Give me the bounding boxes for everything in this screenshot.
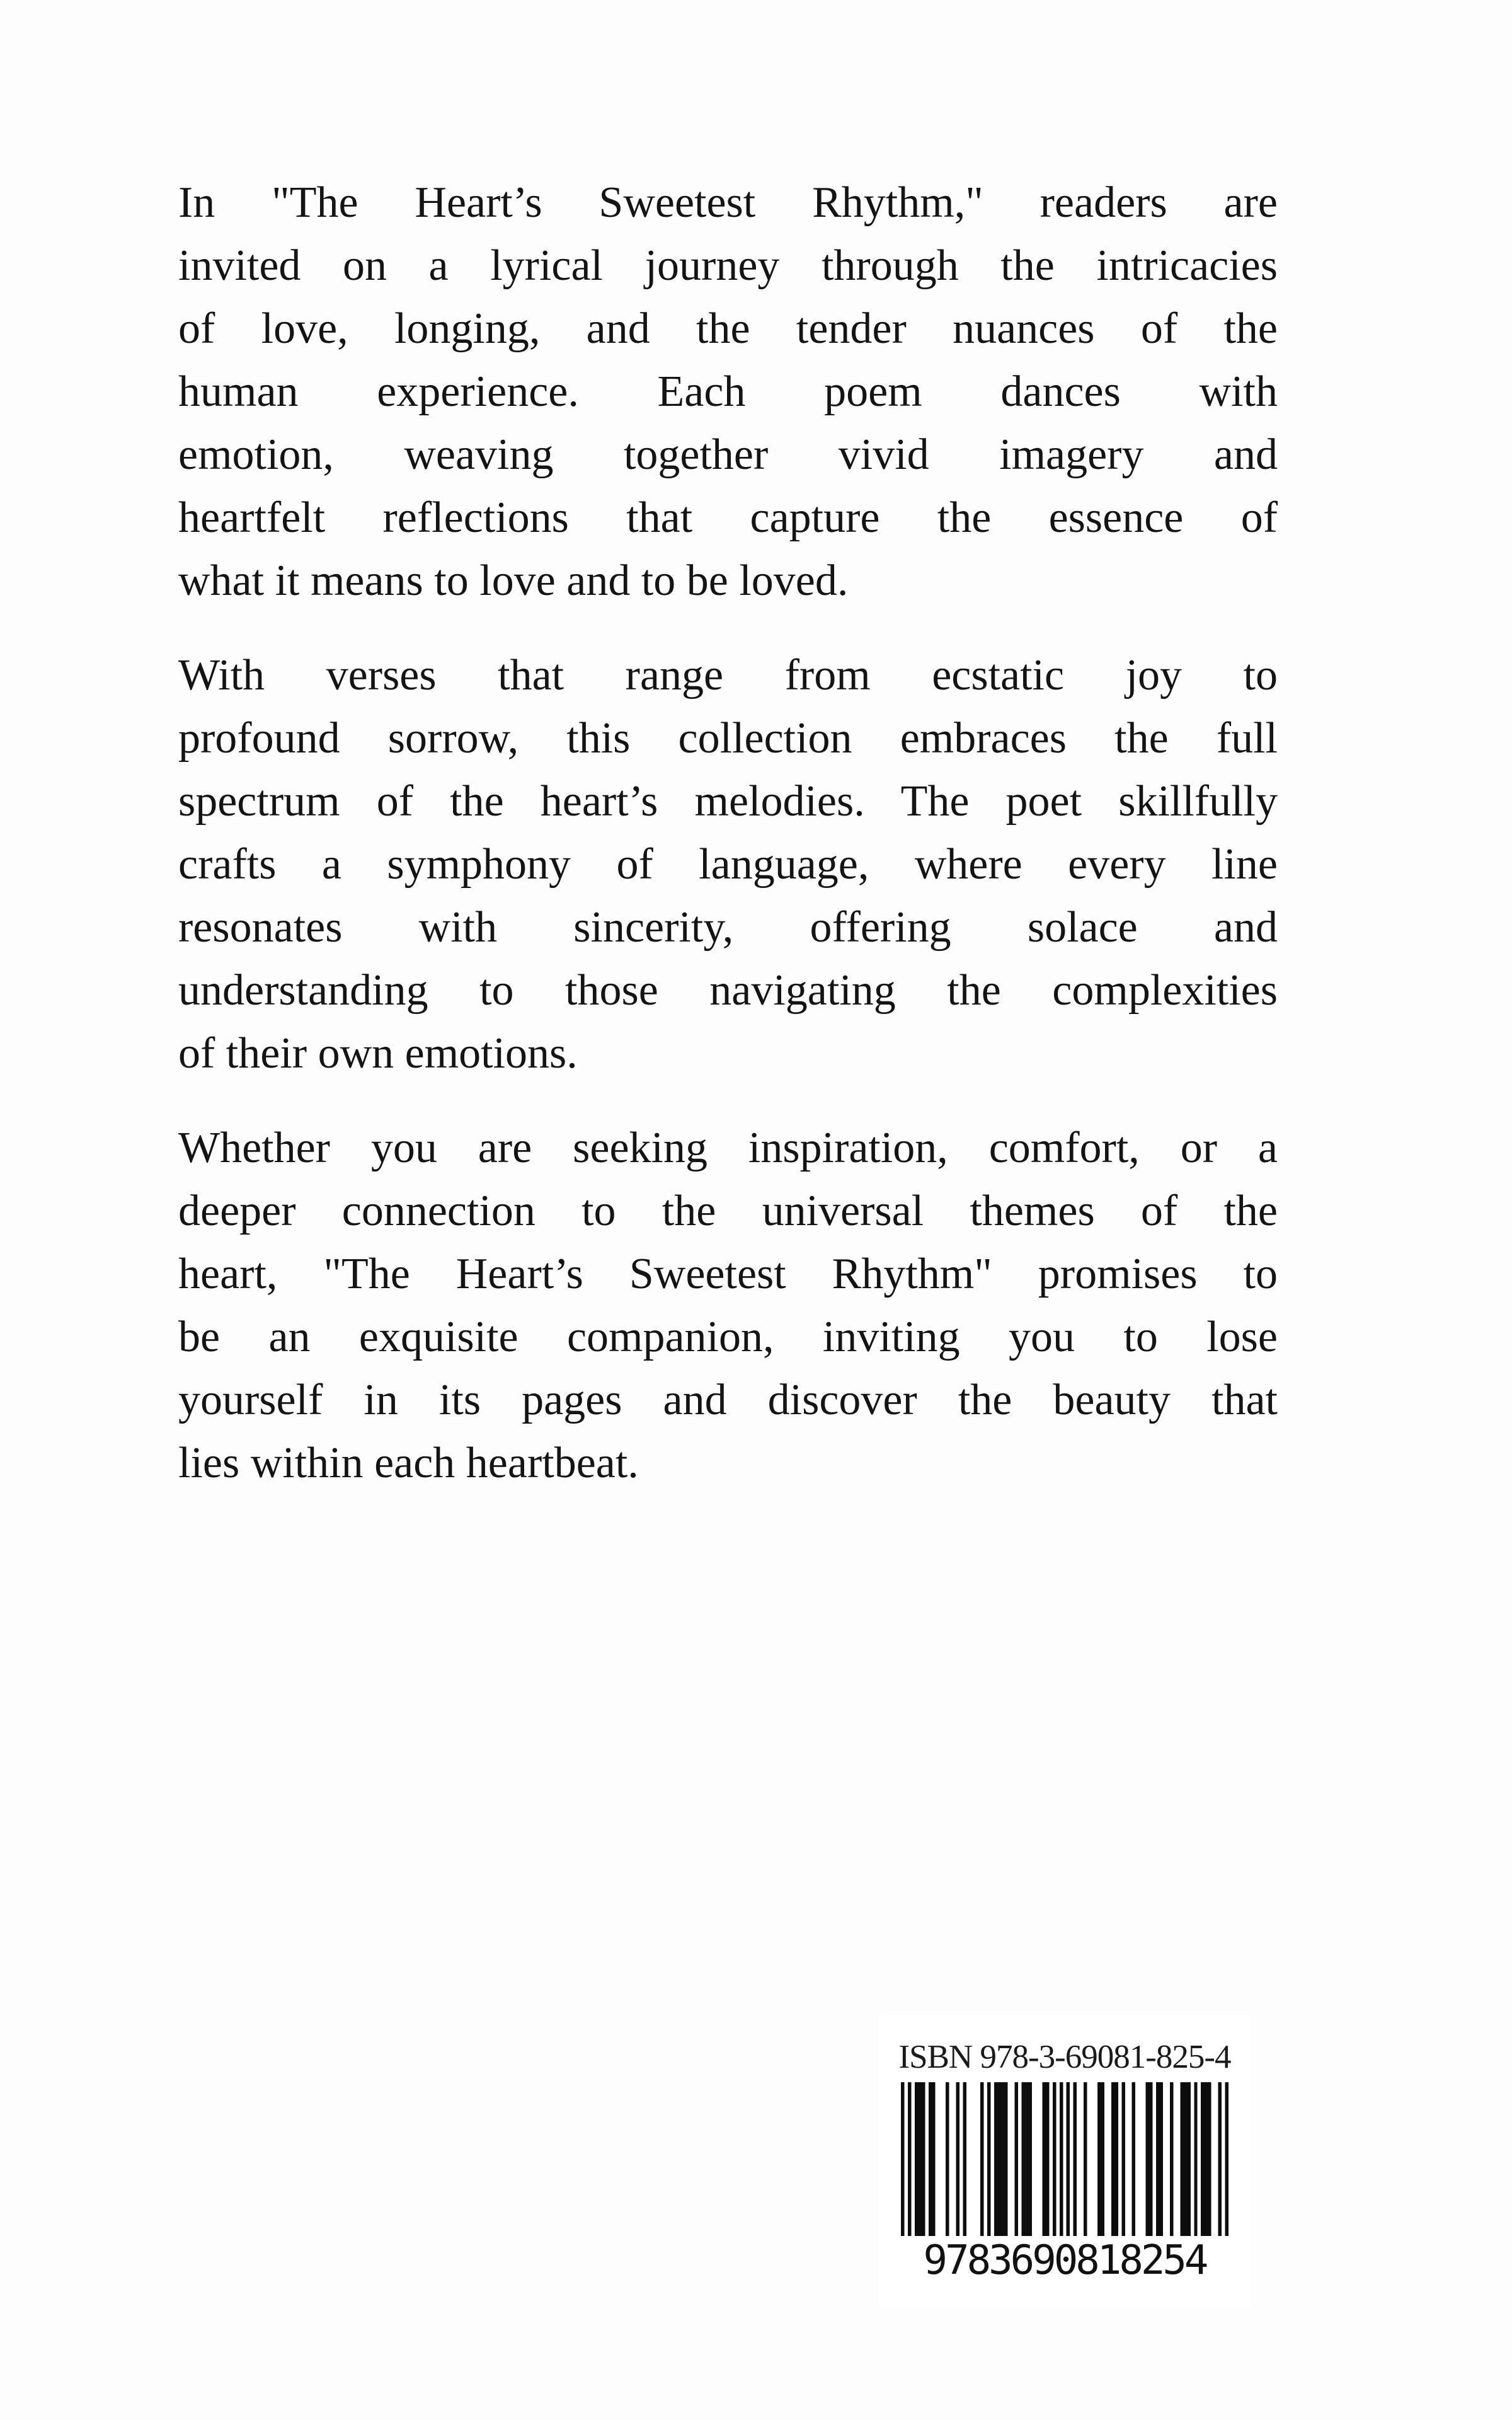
text-line: be an exquisite companion, inviting you to lose bbox=[178, 1313, 1278, 1361]
text-line: of love, longing, and the tender nuances of the bbox=[178, 304, 1278, 353]
paragraph bbox=[178, 1117, 1278, 1495]
isbn-barcode-block bbox=[879, 2015, 1251, 2307]
text-line: yourself in its pages and discover the beauty that bbox=[178, 1376, 1278, 1424]
text-line: resonates with sincerity, offering solace and bbox=[178, 903, 1278, 952]
text-line: heartfelt reflections that capture the essence of bbox=[178, 493, 1278, 542]
text-line: crafts a symphony of language, where every line bbox=[178, 840, 1278, 889]
text-line: emotion, weaving together vivid imagery and bbox=[178, 430, 1278, 479]
text-line: profound sorrow, this collection embraces the full bbox=[178, 714, 1278, 763]
text-line: of their own emotions. bbox=[178, 1029, 578, 1078]
text-line: invited on a lyrical journey through the intricacies bbox=[178, 241, 1278, 290]
barcode-digits: 9783690818254 bbox=[923, 2237, 1206, 2284]
text-line: Whether you are seeking inspiration, comfort, or a bbox=[178, 1124, 1278, 1172]
paragraph bbox=[178, 171, 1278, 613]
isbn-label: ISBN 978-3-69081-825-4 bbox=[898, 2039, 1231, 2075]
text-line: spectrum of the heart’s melodies. The poet skillfully bbox=[178, 777, 1278, 826]
text-line: human experience. Each poem dances with bbox=[178, 367, 1278, 416]
text-line: deeper connection to the universal themes of the bbox=[178, 1187, 1278, 1235]
text-line: what it means to love and to be loved. bbox=[178, 556, 849, 605]
text-line: In "The Heart’s Sweetest Rhythm," readers are bbox=[178, 178, 1278, 227]
text-line: With verses that range from ecstatic joy to bbox=[178, 651, 1278, 700]
synopsis-text bbox=[178, 171, 1278, 1526]
paragraph bbox=[178, 644, 1278, 1085]
text-line: lies within each heartbeat. bbox=[178, 1439, 639, 1487]
text-line: understanding to those navigating the complexities bbox=[178, 966, 1278, 1015]
ean13-barcode bbox=[901, 2082, 1228, 2236]
text-line: heart, "The Heart’s Sweetest Rhythm" promises to bbox=[178, 1250, 1278, 1298]
